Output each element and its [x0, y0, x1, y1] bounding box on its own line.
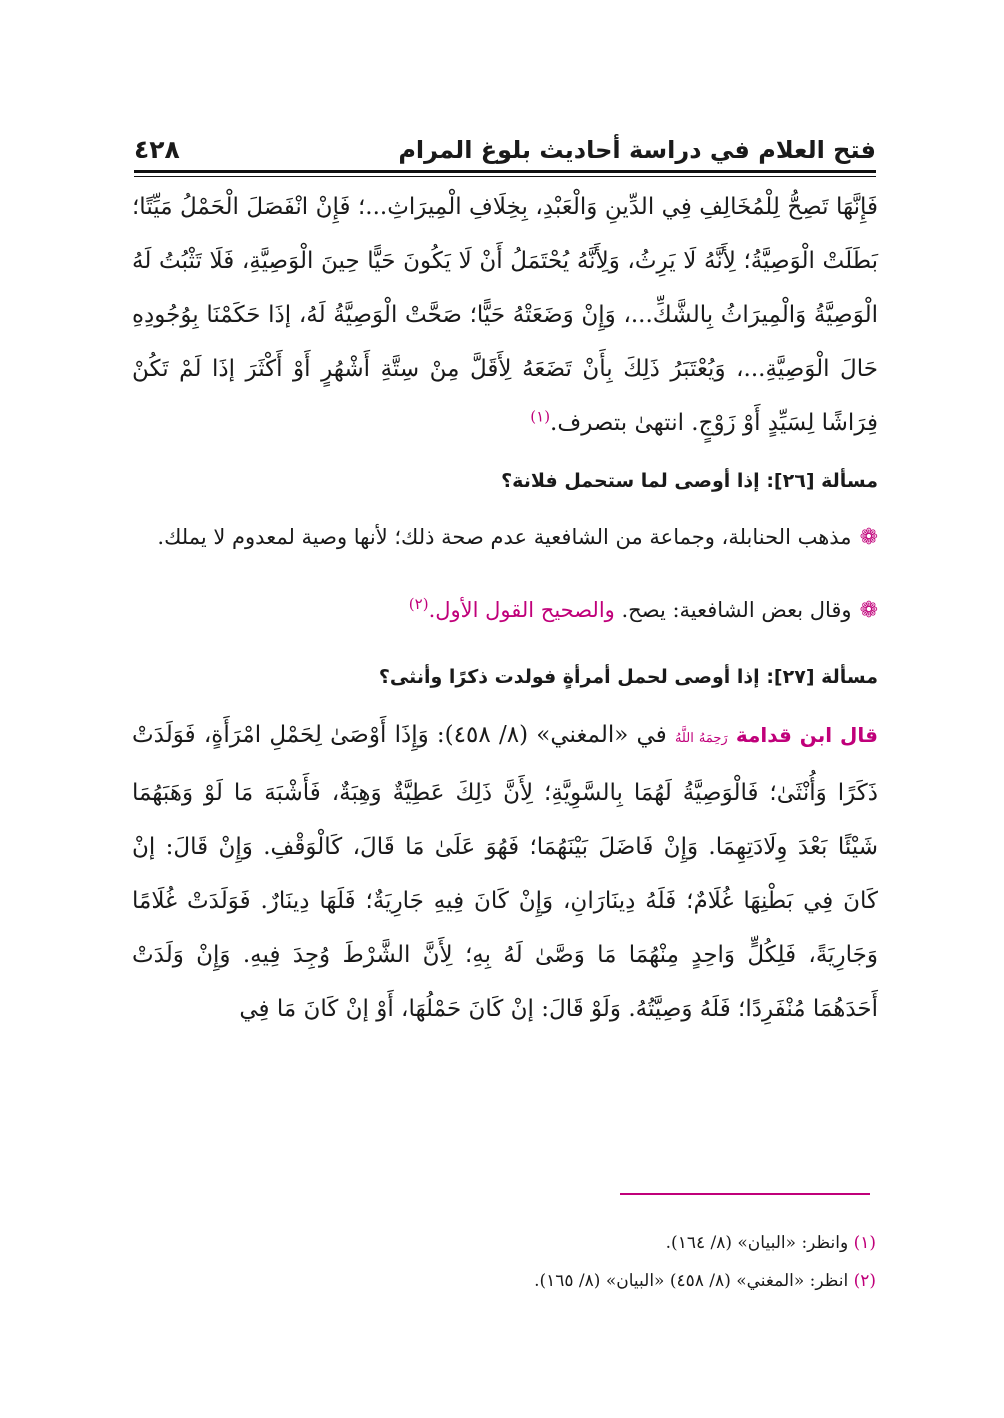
footnotes [134, 1224, 876, 1300]
footnote-2-text: انظر: «المغني» (٨/ ٤٥٨) «البيان» (٨/ ١٦٥). [534, 1271, 849, 1291]
header-rule-thick [134, 170, 876, 173]
page-body [132, 180, 878, 1036]
footnote-1 [134, 1224, 876, 1262]
intro-paragraph [132, 180, 878, 450]
running-header [134, 124, 876, 164]
page-number: ٤٢٨ [134, 135, 180, 164]
masala-27-title: إذا أوصى لحمل أمرأةٍ فولدت ذكرًا وأنثى؟ [378, 666, 760, 688]
quote-paragraph [132, 708, 878, 1036]
footnote-ref-2[interactable]: (٢) [408, 595, 429, 613]
flower-ornament-icon: ❁ [859, 598, 878, 623]
preferred-opinion: والصحيح القول الأول. [428, 598, 615, 622]
header-rule-thin [134, 176, 876, 177]
bullet-2-text: وقال بعض الشافعية: يصح. [621, 598, 852, 622]
intro-text: فَإِنَّهَا تَصِحُّ لِلْمُخَالِفِ فِي الدِّينِ وَالْعَبْدِ، بِخِلَافِ الْمِيرَاثِ...؛ فَإِنْ انْفَصَلَ الْحَمْلُ مَيِّتًا؛ بَطَلَتْ الْوَصِيَّةُ؛ لِأَنَّهُ لَا يَرِثُ، وَلِأَنَّهُ يُحْتَمَلُ أَنْ لَا يَكُونَ حَيًّا حِينَ الْوَصِيَّةِ، فَلَا تَثْبُتُ لَهُ الْوَصِيَّةُ وَالْمِيرَاثُ بِالشَّكِّ...، وَإِنْ وَضَعَتْهُ حَيًّا؛ صَحَّتْ الْوَصِيَّةُ لَهُ، إذَا حَكَمْنَا بِوُجُودِهِ حَالَ الْوَصِيَّةِ...، وَيُعْتَبَرُ ذَلِكَ بِأَنْ تَضَعَهُ لِأَقَلَّ مِنْ سِتَّةِ أَشْهُرٍ أَوْ أَكْثَرَ إذَا لَمْ تَكُنْ فِرَاشًا لِسَيِّدٍ أَوْ زَوْجٍ. انتهىٰ بتصرف. [132, 194, 878, 436]
footnote-1-text: وانظر: «البيان» (٨/ ١٦٤). [665, 1233, 849, 1253]
footnote-2-number: (٢) [853, 1271, 876, 1291]
masala-26-heading [132, 470, 878, 492]
footnote-2 [134, 1262, 876, 1300]
masala-27-heading [132, 666, 878, 688]
masala-26-title: إذا أوصى لما ستحمل فلانة؟ [501, 470, 760, 492]
footnote-separator [620, 1193, 870, 1195]
bullet-paragraph-1 [132, 510, 878, 565]
book-title: فتح العلام في دراسة أحاديث بلوغ المرام [398, 136, 876, 164]
footnote-1-number: (١) [853, 1233, 876, 1253]
honorific: رَحِمَهُ اللَّهُ [674, 731, 728, 746]
flower-ornament-icon: ❁ [859, 525, 878, 550]
quote-text: في «المغني» (٨/ ٤٥٨): وَإِذَا أَوْصَىٰ لِحَمْلِ امْرَأَةٍ، فَوَلَدَتْ ذَكَرًا وَأُنْثَىٰ؛ فَالْوَصِيَّةُ لَهُمَا بِالسَّوِيَّةِ؛ لِأَنَّ ذَلِكَ عَطِيَّةٌ وَهِبَةٌ، فَأَشْبَهَ مَا لَوْ وَهَبَهُمَا شَيْئًا بَعْدَ وِلَادَتِهِمَا. وَإِنْ فَاضَلَ بَيْنَهُمَا؛ فَهُوَ عَلَىٰ مَا قَالَ، كَالْوَقْفِ. وَإِنْ قَالَ: إنْ كَانَ فِي بَطْنِهَا غُلَامٌ؛ فَلَهُ دِينَارَانِ، وَإِنْ كَانَ فِيهِ جَارِيَةٌ؛ فَلَهَا دِينَارٌ. فَوَلَدَتْ غُلَامًا وَجَارِيَةً، فَلِكُلٍّ وَاحِدٍ مِنْهُمَا مَا وَصَّىٰ لَهُ بِهِ؛ لِأَنَّ الشَّرْطَ وُجِدَ فِيهِ. وَإِنْ وَلَدَتْ أَحَدَهُمَا مُنْفَرِدًا؛ فَلَهُ وَصِيَّتُهُ. وَلَوْ قَالَ: إنْ كَانَ حَمْلُهَا، أَوْ إنْ كَانَ مَا فِي [132, 722, 878, 1022]
quote-speaker: قال ابن قدامة [735, 723, 878, 747]
masala-26-label: مسألة [٢٦]: [766, 470, 878, 492]
footnote-ref-1[interactable]: (١) [530, 407, 551, 426]
bullet-1-text: مذهب الحنابلة، وجماعة من الشافعية عدم صحة ذلك؛ لأنها وصية لمعدوم لا يملك. [157, 525, 852, 549]
masala-27-label: مسألة [٢٧]: [766, 666, 878, 688]
bullet-paragraph-2 [132, 583, 878, 638]
